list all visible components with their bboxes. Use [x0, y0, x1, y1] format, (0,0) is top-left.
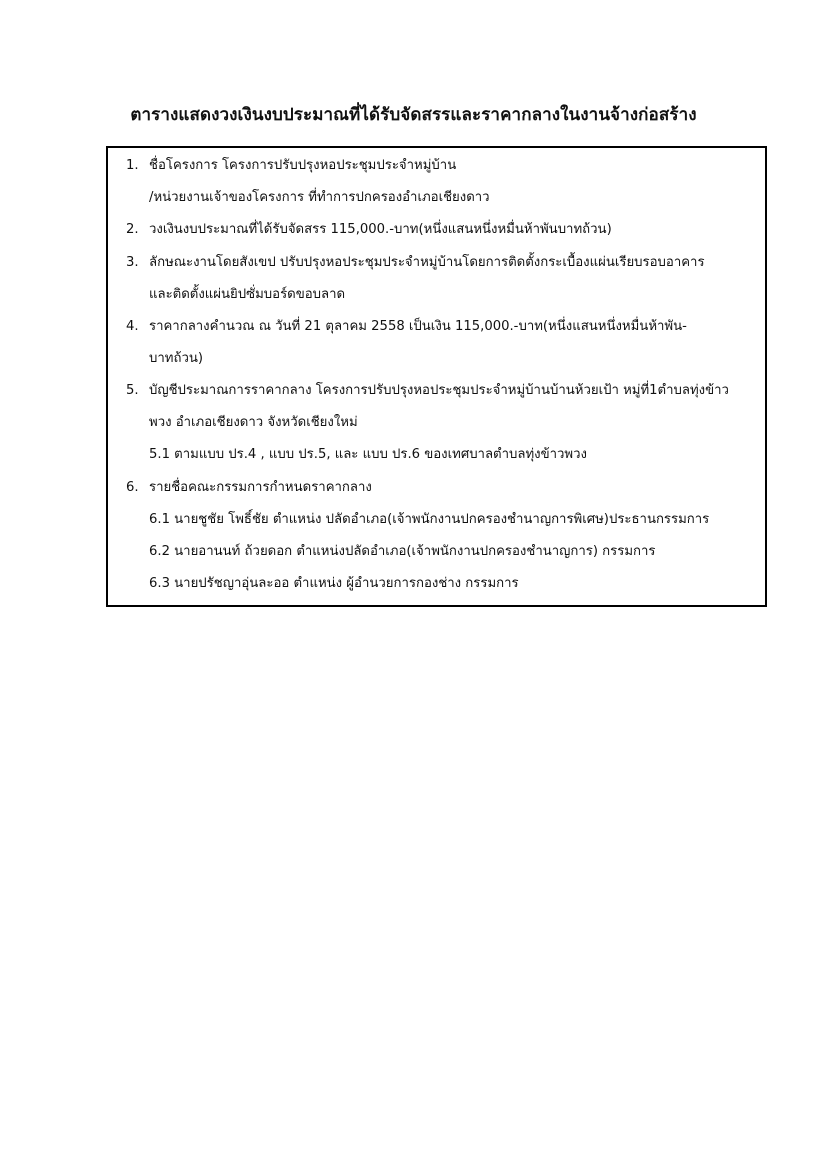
item-number: 2.	[126, 222, 139, 237]
committee-member: 6.1 นายชูชัย โพธิ์ชัย ตำแหน่ง ปลัดอำเภอ(เจ้าพนักงานปกครองชำนาญการพิเศษ)ประธานกรรมการ	[149, 512, 710, 527]
item-line: ชื่อโครงการ โครงการปรับปรุงหอประชุมประจำหมู่บ้าน	[149, 158, 457, 173]
committee-member: 6.3 นายปรัชญาอุ่นละออ ตำแหน่ง ผู้อำนวยการกองช่าง กรรมการ	[149, 576, 519, 591]
item-line: พวง อำเภอเชียงดาว จังหวัดเชียงใหม่	[149, 415, 358, 430]
item-number: 1.	[126, 158, 139, 173]
project-info-box	[106, 146, 767, 607]
item-line: และติดตั้งแผ่นยิปซั่มบอร์ดขอบลาด	[149, 287, 346, 302]
item-line: บัญชีประมาณการราคากลาง โครงการปรับปรุงหอประชุมประจำหมู่บ้านบ้านห้วยเป้า หมู่ที่1ตำบลทุ่งข้าว	[149, 383, 729, 398]
item-line: วงเงินงบประมาณที่ได้รับจัดสรร 115,000.-บาท(หนึ่งแสนหนึ่งหมื่นห้าพันบาทถ้วน)	[149, 222, 612, 237]
item-line: รายชื่อคณะกรรมการกำหนดราคากลาง	[149, 480, 372, 495]
item-subline: 5.1 ตามแบบ ปร.4 , แบบ ปร.5, และ แบบ ปร.6 ของเทศบาลตำบลทุ่งข้าวพวง	[149, 447, 587, 462]
item-line: ราคากลางคำนวณ ณ วันที่ 21 ตุลาคม 2558 เป็นเงิน 115,000.-บาท(หนึ่งแสนหนึ่งหมื่นห้าพัน-	[149, 319, 687, 334]
item-number: 5.	[126, 383, 139, 398]
item-number: 3.	[126, 255, 139, 270]
document-title: ตารางแสดงวงเงินงบประมาณที่ได้รับจัดสรรและราคากลางในงานจ้างก่อสร้าง	[130, 105, 697, 125]
item-line: บาทถ้วน)	[149, 351, 204, 366]
item-line: /หน่วยงานเจ้าของโครงการ ที่ทำการปกครองอำเภอเชียงดาว	[149, 190, 490, 205]
item-number: 4.	[126, 319, 139, 334]
item-line: ลักษณะงานโดยสังเขป ปรับปรุงหอประชุมประจำหมู่บ้านโดยการติดตั้งกระเบื้องแผ่นเรียบรอบอาคาร	[149, 255, 705, 270]
committee-member: 6.2 นายอานนท์ ถ้วยดอก ตำแหน่งปลัดอำเภอ(เจ้าพนักงานปกครองชำนาญการ) กรรมการ	[149, 544, 656, 559]
item-number: 6.	[126, 480, 139, 495]
